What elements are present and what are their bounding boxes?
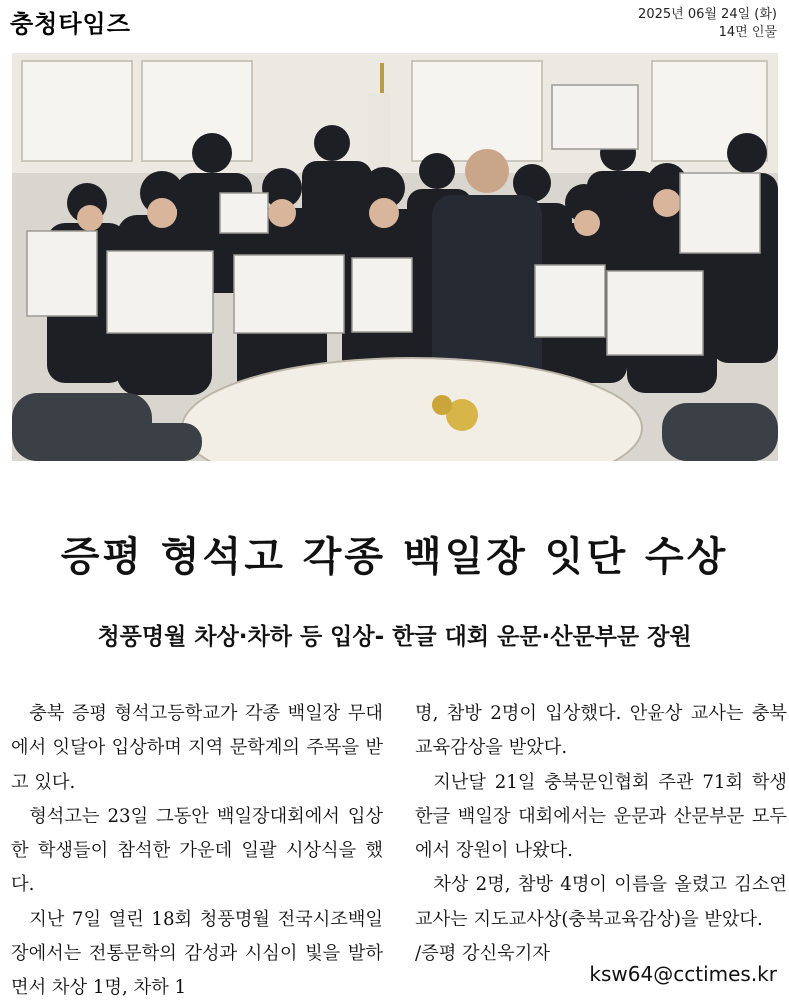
issue-date: 2025년 06월 24일 (화) xyxy=(638,7,777,22)
headline: 증평 형석고 각종 백일장 잇단 수상 xyxy=(60,533,729,580)
paragraph: 지난달 21일 충북문인협회 주관 71회 학생 한글 백일장 대회에서는 운문과 산문부문 모두에서 장원이 나왔다. xyxy=(415,771,787,862)
paragraph: 명, 참방 2명이 입상했다. 안윤상 교사는 충북교육감상을 받았다. xyxy=(415,703,787,759)
article-column-left xyxy=(11,697,383,1006)
page-section: 14면 인물 xyxy=(718,25,777,40)
byline: /증평 강신욱기자 xyxy=(415,943,550,965)
paragraph: 형석고는 23일 그동안 백일장대회에서 입상한 학생들이 참석한 가운데 일괄 시상식을 했다. xyxy=(11,805,383,896)
article-photo xyxy=(12,53,778,461)
subhead: 청풍명월 차상·차하 등 입상- 한글 대회 운문·산문부문 장원 xyxy=(97,624,692,650)
reporter-email: ksw64@cctimes.kr xyxy=(589,962,777,986)
article-column-right xyxy=(415,697,787,971)
dateline xyxy=(638,6,777,42)
masthead: 충청타임즈 xyxy=(10,10,131,38)
paragraph: 차상 2명, 참방 4명이 이름을 올렸고 김소연 교사는 지도교사상(충북교육감상)을 받았다. xyxy=(415,874,787,930)
paragraph: 충북 증평 형석고등학교가 각종 백일장 무대에서 잇달아 입상하며 지역 문학계의 주목을 받고 있다. xyxy=(11,703,383,793)
paragraph: 지난 7일 열린 18회 청풍명월 전국시조백일장에서는 전통문학의 감성과 시심이 빛을 발하면서 차상 1명, 차하 1 xyxy=(11,908,383,999)
